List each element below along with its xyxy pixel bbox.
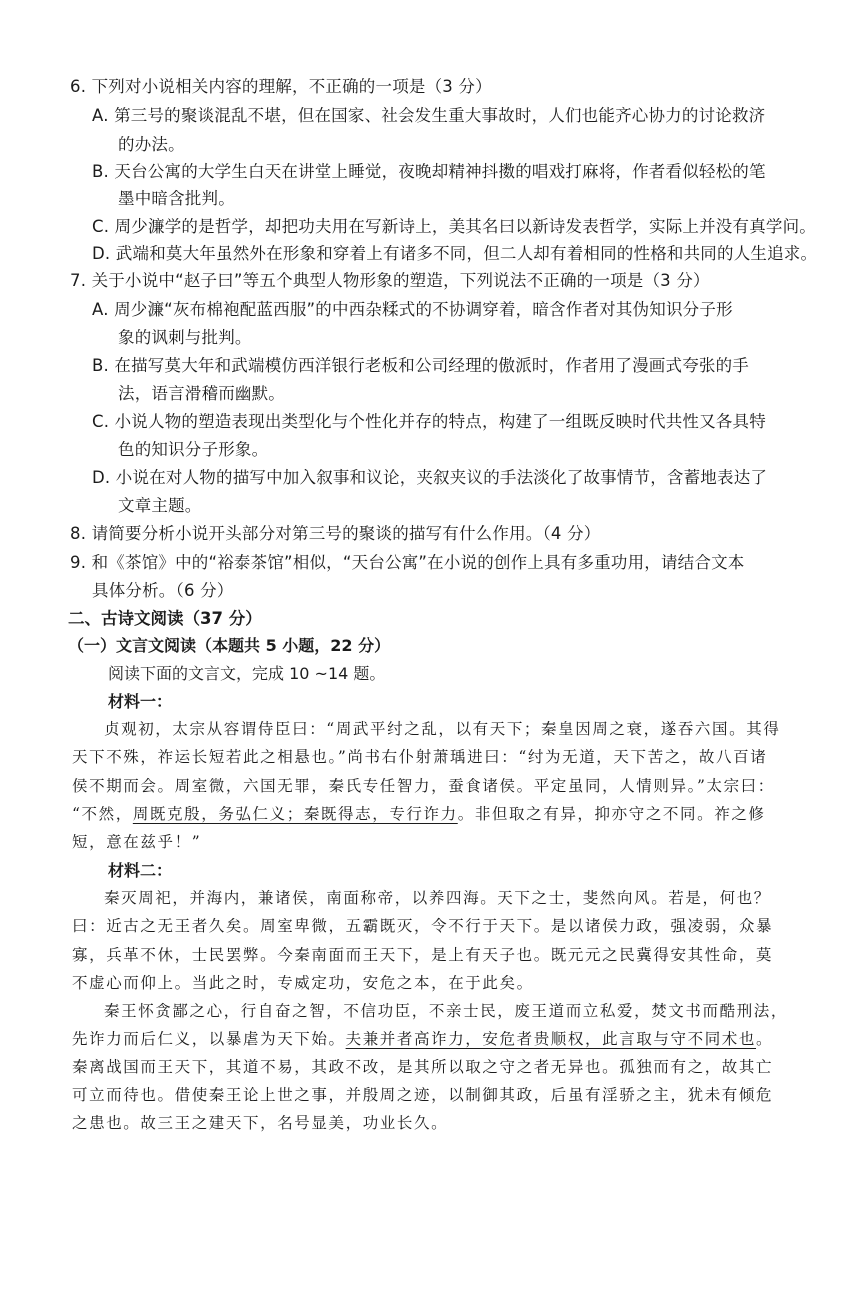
- question-6-option-c: C. 周少濂学的是哲学，却把功夫用在写新诗上，美其名曰以新诗发表哲学，实际上并没有真学问。: [92, 217, 817, 236]
- material-2-line: 可立而待也。借使秦王论上世之事，并殷周之迹，以制御其政，后虽有淫骄之主，犹未有倾危: [72, 1086, 774, 1104]
- underlined-sentence: 周既克殷，务弘仁义；秦既得志，专行诈力: [132, 805, 458, 823]
- material-1-label: 材料一：: [108, 692, 173, 711]
- question-7-option-b-cont: 法，语言滑稽而幽默。: [118, 384, 285, 403]
- question-8-stem: 8. 请简要分析小说开头部分对第三号的聚谈的描写有什么作用。（4 分）: [70, 524, 601, 543]
- question-7-option-b: B. 在描写莫大年和武端模仿西洋银行老板和公司经理的傲派时，作者用了漫画式夸张的手: [92, 356, 750, 375]
- question-7-option-c-cont: 色的知识分子形象。: [118, 440, 269, 459]
- section-title: 二、古诗文阅读（37 分）: [68, 609, 262, 628]
- subsection-title: （一）文言文阅读（本题共 5 小题，22 分）: [68, 636, 391, 655]
- material-2-line: 秦王怀贪鄙之心，行自奋之智，不信功臣，不亲士民，废王道而立私爱，焚文书而酷刑法，: [104, 1002, 789, 1020]
- material-2-line: 之患也。故三王之建天下，名号显美，功业长久。: [72, 1114, 449, 1132]
- question-6-option-d: D. 武端和莫大年虽然外在形象和穿着上有诸多不同，但二人却有着相同的性格和共同的人生追求。: [92, 244, 818, 263]
- material-1-line: [72, 802, 766, 824]
- question-6-option-b-cont: 墨中暗含批判。: [118, 189, 235, 208]
- question-9-stem-cont: 具体分析。（6 分）: [92, 581, 234, 600]
- material-2-line: [72, 1027, 773, 1049]
- material-1-line-text: 。非但取之有异，抑亦守之不同。祚之修: [457, 805, 766, 823]
- material-1-line-text: “不然，: [72, 805, 133, 823]
- material-2-line: 秦离战国而王天下，其道不易，其政不改，是其所以取之守之者无异也。孤独而有之，故其亡: [72, 1058, 774, 1076]
- material-2-line-text: 。: [756, 1030, 774, 1048]
- material-2-line: 秦灭周祀，并海内，兼诸侯，南面称帝，以养四海。天下之士，斐然向风。若是，何也？: [104, 889, 771, 907]
- question-7-option-a-cont: 象的讽刺与批判。: [118, 328, 252, 347]
- question-7-option-d-cont: 文章主题。: [118, 496, 202, 515]
- material-2-label: 材料二：: [108, 861, 173, 880]
- reading-instruction: 阅读下面的文言文，完成 10 ~14 题。: [108, 664, 386, 683]
- material-1-line: 短，意在兹乎！”: [72, 833, 202, 851]
- material-2-line: 寡，兵革不休，士民罢弊。今秦南面而王天下，是上有天子也。既元元之民冀得安其性命，莫: [72, 946, 774, 964]
- question-6-option-b: B. 天台公寓的大学生白天在讲堂上睡觉，夜晚却精神抖擞的唱戏打麻将，作者看似轻松的笔: [92, 162, 766, 181]
- material-1-line: 侯不期而会。周室微，六国无罪，秦氏专任智力，蚕食诸侯。平定虽同，人情则异。”太宗曰：: [72, 777, 775, 795]
- material-1-line: 天下不殊，祚运长短若此之相悬也。”尚书右仆射萧瑀进曰：“纣为无道，天下苦之，故八百诸: [72, 748, 768, 766]
- material-2-line: 不虚心而仰上。当此之时，专威定功，安危之本，在于此矣。: [72, 974, 534, 992]
- question-9-stem: 9. 和《茶馆》中的“裕泰茶馆”相似，“天台公寓”在小说的创作上具有多重功用，请结合文本: [70, 553, 745, 572]
- underlined-sentence: 夫兼并者高诈力，安危者贵顺权，此言取与守不同术也: [345, 1030, 757, 1048]
- question-7-option-c: C. 小说人物的塑造表现出类型化与个性化并存的特点，构建了一组既反映时代共性又各具特: [92, 412, 766, 431]
- material-2-line: 曰：近古之无王者久矣。周室卑微，五霸既灭，令不行于天下。是以诸侯力政，强凌弱，众暴: [72, 917, 774, 935]
- material-1-line: 贞观初，太宗从容谓侍臣曰：“周武平纣之乱，以有天下；秦皇因周之衰，遂吞六国。其得: [104, 720, 781, 738]
- question-6-stem: 6. 下列对小说相关内容的理解，不正确的一项是（3 分）: [70, 77, 492, 96]
- question-6-option-a-cont: 的办法。: [118, 135, 185, 154]
- question-7-option-d: D. 小说在对人物的描写中加入叙事和议论，夹叙夹议的手法淡化了故事情节，含蓄地表达了: [92, 468, 768, 487]
- question-7-option-a: A. 周少濂“灰布棉袍配蓝西服”的中西杂糅式的不协调穿着，暗含作者对其伪知识分子形: [92, 300, 733, 319]
- question-6-option-a: A. 第三号的聚谈混乱不堪，但在国家、社会发生重大事故时，人们也能齐心协力的讨论救济: [92, 106, 766, 125]
- material-2-line-text: 先诈力而后仁义，以暴虐为天下始。: [72, 1030, 346, 1048]
- question-7-stem: 7. 关于小说中“赵子曰”等五个典型人物形象的塑造，下列说法不正确的一项是（3 分）: [70, 271, 710, 290]
